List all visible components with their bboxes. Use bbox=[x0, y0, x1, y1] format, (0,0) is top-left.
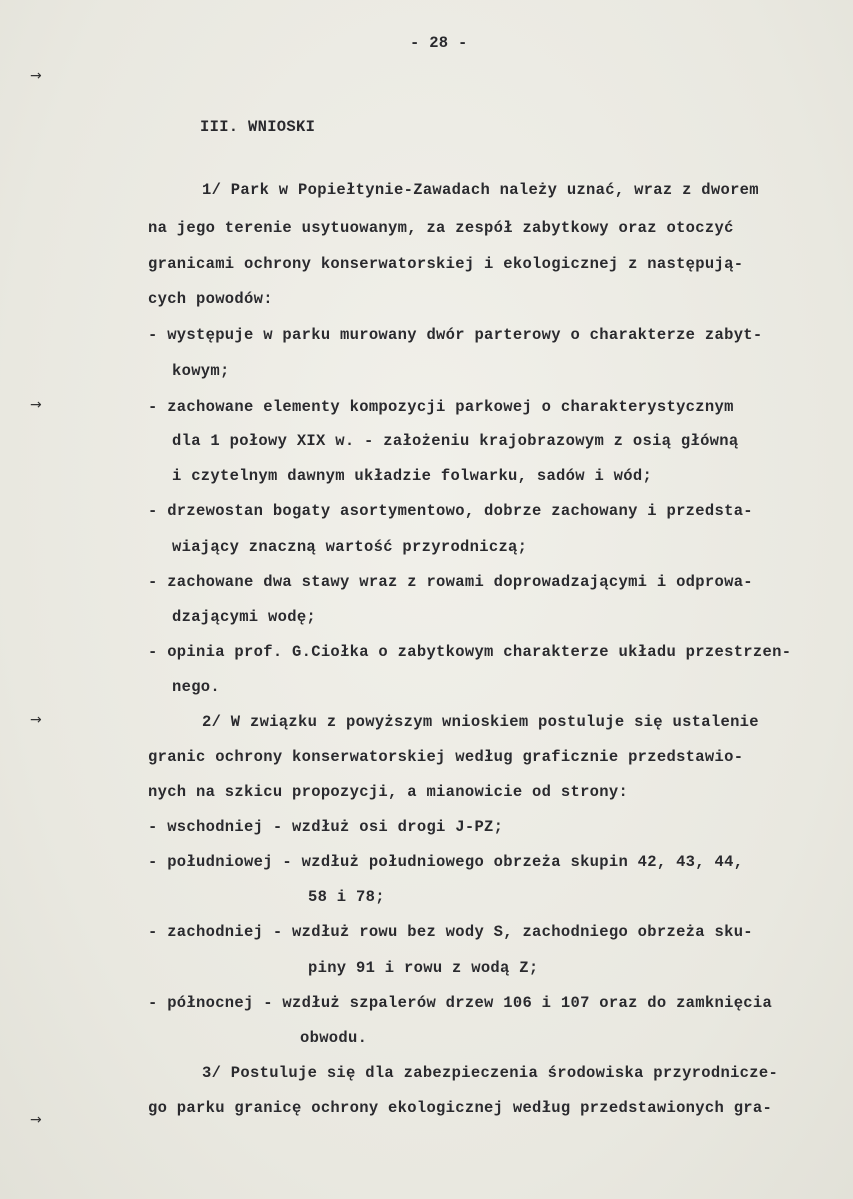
text-line: nego. bbox=[172, 678, 221, 696]
text-line: na jego terenie usytuowanym, za zespół zabytkowy oraz otoczyć bbox=[148, 219, 734, 237]
text-line: 1/ Park w Popiełtynie-Zawadach należy uznać, wraz z dworem bbox=[202, 181, 759, 199]
text-line: - zachodniej - wzdłuż rowu bez wody S, zachodniego obrzeża sku- bbox=[148, 923, 753, 941]
text-line: - zachowane elementy kompozycji parkowej o charakterystycznym bbox=[148, 398, 734, 416]
text-line: - południowej - wzdłuż południowego obrzeża skupin 42, 43, 44, bbox=[148, 853, 744, 871]
text-line: piny 91 i rowu z wodą Z; bbox=[308, 959, 539, 977]
text-line: go parku granicę ochrony ekologicznej według przedstawionych gra- bbox=[148, 1099, 773, 1117]
text-line: granic ochrony konserwatorskiej według graficznie przedstawio- bbox=[148, 748, 744, 766]
text-line: i czytelnym dawnym układzie folwarku, sadów i wód; bbox=[172, 467, 653, 485]
text-line: 3/ Postuluje się dla zabezpieczenia środowiska przyrodnicze- bbox=[202, 1064, 779, 1082]
text-line: obwodu. bbox=[300, 1029, 368, 1047]
margin-mark: → bbox=[30, 712, 42, 728]
text-line: - opinia prof. G.Ciołka o zabytkowym charakterze układu przestrzen- bbox=[148, 643, 792, 661]
page-number: - 28 - bbox=[410, 34, 468, 52]
text-line: - wschodniej - wzdłuż osi drogi J-PZ; bbox=[148, 818, 504, 836]
text-line: - występuje w parku murowany dwór parterowy o charakterze zabyt- bbox=[148, 326, 763, 344]
text-line: dla 1 połowy XIX w. - założeniu krajobrazowym z osią główną bbox=[172, 432, 739, 450]
margin-mark: → bbox=[30, 397, 42, 413]
margin-mark: → bbox=[30, 1112, 42, 1128]
section-title: III. WNIOSKI bbox=[200, 118, 316, 136]
text-line: cych powodów: bbox=[148, 290, 273, 308]
text-line: wiający znaczną wartość przyrodniczą; bbox=[172, 538, 528, 556]
text-line: - północnej - wzdłuż szpalerów drzew 106 i 107 oraz do zamknięcia bbox=[148, 994, 773, 1012]
text-line: granicami ochrony konserwatorskiej i ekologicznej z następują- bbox=[148, 255, 744, 273]
text-line: - zachowane dwa stawy wraz z rowami doprowadzającymi i odprowa- bbox=[148, 573, 753, 591]
text-line: 2/ W związku z powyższym wnioskiem postuluje się ustalenie bbox=[202, 713, 759, 731]
text-line: nych na szkicu propozycji, a mianowicie od strony: bbox=[148, 783, 629, 801]
text-line: 58 i 78; bbox=[308, 888, 385, 906]
text-line: - drzewostan bogaty asortymentowo, dobrze zachowany i przedsta- bbox=[148, 502, 753, 520]
text-line: kowym; bbox=[172, 362, 230, 380]
text-line: dzającymi wodę; bbox=[172, 608, 317, 626]
margin-mark: → bbox=[30, 68, 42, 84]
